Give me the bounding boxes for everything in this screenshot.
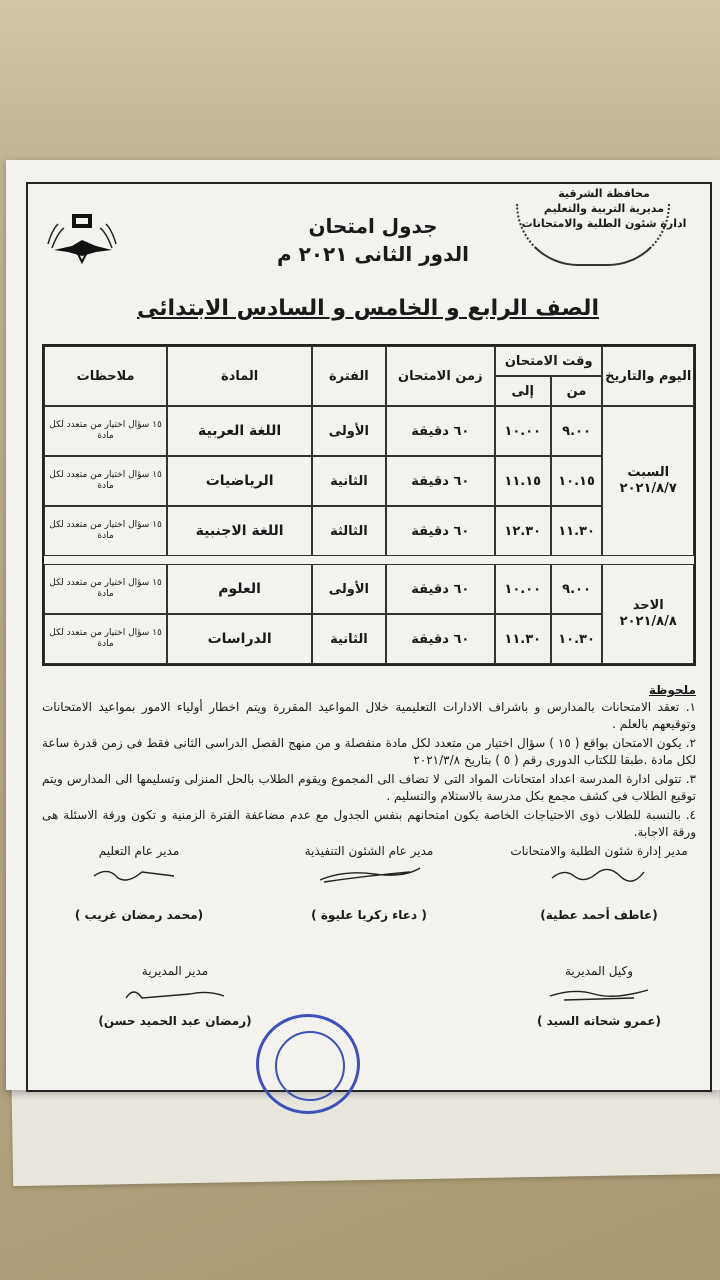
period: الثالثة xyxy=(312,506,386,556)
subject: اللغة العربية xyxy=(167,406,312,456)
stamp-eagle-icon xyxy=(275,1031,345,1101)
signature-scribble-icon xyxy=(84,864,194,884)
directorate-line: مديرية التربية والتعليم xyxy=(543,202,665,215)
signature-role: وكيل المديرية xyxy=(565,964,633,978)
document-title: جدول امتحان xyxy=(308,214,438,238)
signature-name: (رمضان عبد الحميد حسن) xyxy=(98,1014,252,1028)
signature-block xyxy=(34,844,244,922)
header-from: من xyxy=(551,376,603,406)
eagle-logo-icon xyxy=(42,210,122,268)
note-item: ٤. بالنسبة للطلاب ذوى الاحتياجات الخاصة يكون امتحانهم بنفس الجدول مع عدم مضاعفة الفترة الزمنية و تكون ورقة الاسئلة هى ورقة الاجابة. xyxy=(42,808,696,839)
duration: ٦٠ دقيقة xyxy=(386,456,495,506)
signature-scribble-icon xyxy=(120,984,230,1004)
signature-role: مدير إدارة شئون الطلبة والامتحانات xyxy=(510,844,688,858)
row-note: ١٥ سؤال اختيار من متعدد لكل مادة xyxy=(44,614,167,664)
notes-section xyxy=(42,682,696,843)
header-notes: ملاحظات xyxy=(44,346,167,406)
table-row xyxy=(44,406,694,456)
document-title-block xyxy=(228,214,518,266)
table-row xyxy=(44,564,694,614)
signature-scribble-icon xyxy=(544,984,654,1004)
row-note: ١٥ سؤال اختيار من متعدد لكل مادة xyxy=(44,406,167,456)
duration: ٦٠ دقيقة xyxy=(386,564,495,614)
signature-role: مدير المديرية xyxy=(141,964,209,978)
time-to: ١١.٣٠ xyxy=(495,614,551,664)
governorate-line: محافظة الشرقية xyxy=(558,187,650,200)
signature-name: (عاطف أحمد عطية) xyxy=(540,908,658,922)
time-to: ١٢.٣٠ xyxy=(495,506,551,556)
day-date: ٢٠٢١/٨/٨ xyxy=(619,614,677,629)
time-from: ٩.٠٠ xyxy=(551,406,603,456)
exam-schedule-table xyxy=(42,344,696,666)
signature-role: مدير عام التعليم xyxy=(98,844,180,858)
document-frame xyxy=(26,182,712,1092)
period: الثانية xyxy=(312,614,386,664)
duration: ٦٠ دقيقة xyxy=(386,614,495,664)
row-note: ١٥ سؤال اختيار من متعدد لكل مادة xyxy=(44,456,167,506)
row-note: ١٥ سؤال اختيار من متعدد لكل مادة xyxy=(44,506,167,556)
period: الأولى xyxy=(312,406,386,456)
header-subject: المادة xyxy=(167,346,312,406)
period: الثانية xyxy=(312,456,386,506)
note-item: ١. تعقد الامتحانات بالمدارس و باشراف الادارات التعليمية خلال المواعيد المقررة ويتم اخطار أولياء الامور بمواعيد الامتحانات وتوقيعهم بالعلم . xyxy=(42,700,696,731)
table-spacer xyxy=(44,556,694,564)
row-note: ١٥ سؤال اختيار من متعدد لكل مادة xyxy=(44,564,167,614)
period: الأولى xyxy=(312,564,386,614)
signature-block xyxy=(494,844,704,922)
table-row xyxy=(44,614,694,664)
time-from: ١١.٣٠ xyxy=(551,506,603,556)
document-sheet xyxy=(6,160,720,1090)
grade-heading: الصف الرابع و الخامس و السادس الابتدائى xyxy=(137,296,599,321)
time-from: ١٠.٣٠ xyxy=(551,614,603,664)
header-period: الفترة xyxy=(312,346,386,406)
table-row xyxy=(44,456,694,506)
note-item: ٢. يكون الامتحان بواقع ( ١٥ ) سؤال اختيار من متعدد لكل مادة منفصلة و من منهج الفصل الدراسى الثانى فقط فى زمن قدرة ساعة لكل مادة .طبقا للكتاب الدورى رقم ( ٥ ) بتاريخ ٢٠٢١/٣/٨ xyxy=(42,736,696,767)
signature-scribble-icon xyxy=(314,864,424,884)
day-cell xyxy=(602,564,694,664)
envelope-flap xyxy=(0,0,720,170)
duration: ٦٠ دقيقة xyxy=(386,406,495,456)
signature-block xyxy=(70,964,280,1028)
signature-role: مدير عام الشئون التنفيذية xyxy=(304,844,434,858)
time-to: ١١.١٥ xyxy=(495,456,551,506)
note-item: ٣. تتولى ادارة المدرسة اعداد امتحانات المواد التى لا تضاف الى المجموع ويقوم الطلاب بالحل المنزلى وتسليمها الى المدارس ويتم توقيع الطلاب فى كشف مجمع بكل مدرسة بالاستلام والتسليم . xyxy=(42,772,696,803)
day-name: الاحد xyxy=(632,598,664,613)
document-subtitle: الدور الثانى ٢٠٢١ م xyxy=(276,242,470,266)
header-day: اليوم والتاريخ xyxy=(602,346,694,406)
signature-name: (محمد رمضان غريب ) xyxy=(74,908,204,922)
subject: الدراسات xyxy=(167,614,312,664)
notes-title: ملحوظة xyxy=(648,683,696,697)
day-date: ٢٠٢١/٨/٧ xyxy=(619,481,677,496)
time-from: ٩.٠٠ xyxy=(551,564,603,614)
table-row xyxy=(44,506,694,556)
header-time: وقت الامتحان xyxy=(495,346,603,376)
subject: اللغة الاجنبية xyxy=(167,506,312,556)
time-to: ١٠.٠٠ xyxy=(495,406,551,456)
subject: الرياضيات xyxy=(167,456,312,506)
department-line: ادارة شئون الطلبة والامتحانات xyxy=(521,217,687,230)
header-duration: زمن الامتحان xyxy=(386,346,495,406)
signature-scribble-icon xyxy=(544,864,654,884)
official-stamp-icon xyxy=(256,1014,360,1114)
wreath-emblem xyxy=(516,204,670,266)
day-cell xyxy=(602,406,694,556)
signature-name: (عمرو شحاته السيد ) xyxy=(536,1014,662,1028)
signature-name: ( دعاء زكريا عليوة ) xyxy=(311,908,427,922)
subject: العلوم xyxy=(167,564,312,614)
duration: ٦٠ دقيقة xyxy=(386,506,495,556)
day-name: السبت xyxy=(627,465,670,480)
signature-block xyxy=(264,844,474,922)
time-from: ١٠.١٥ xyxy=(551,456,603,506)
time-to: ١٠.٠٠ xyxy=(495,564,551,614)
header-to: إلى xyxy=(495,376,551,406)
signature-block xyxy=(494,964,704,1028)
